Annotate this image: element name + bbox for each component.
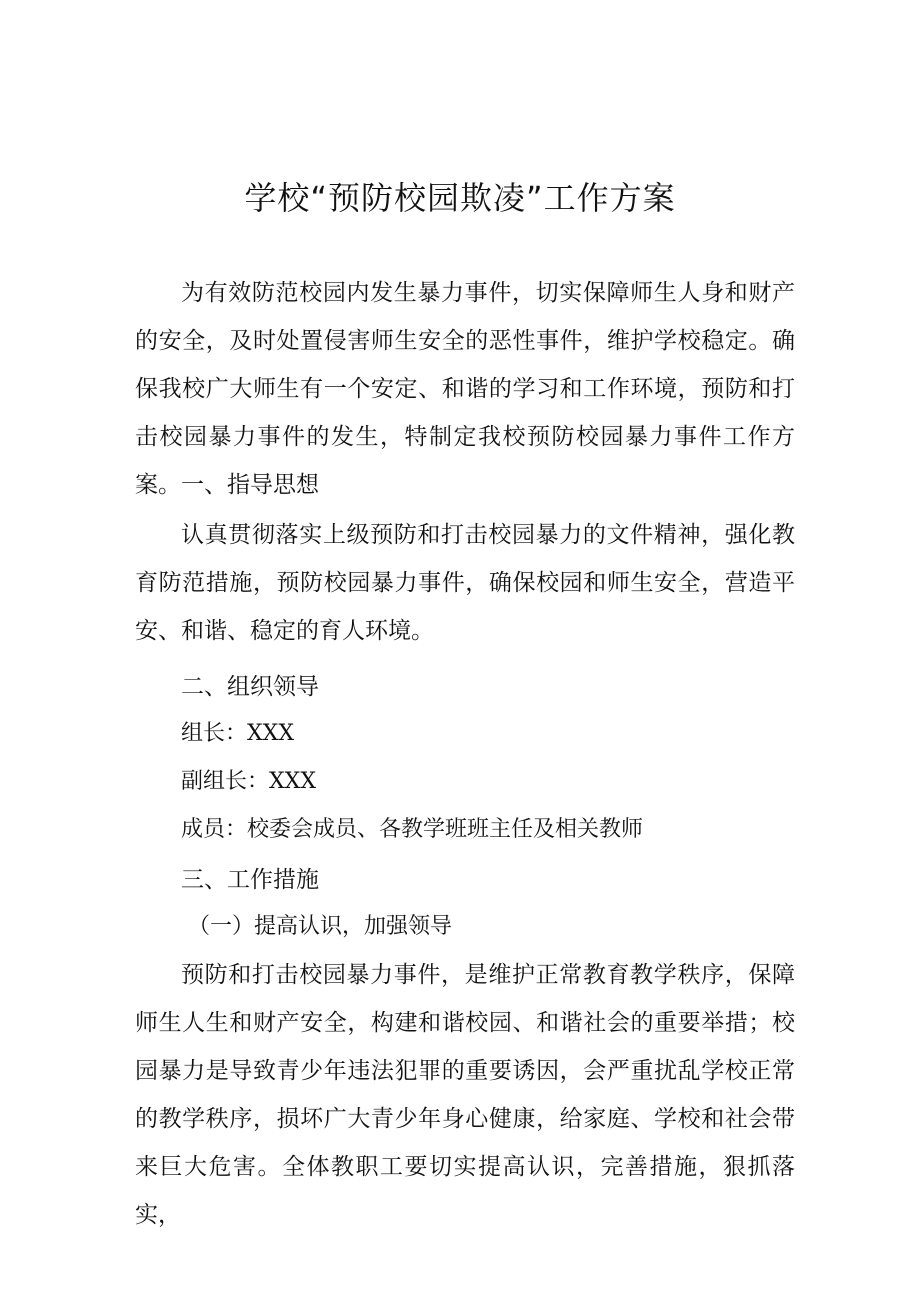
intro-paragraph: 为有效防范校园内发生暴力事件，切实保障师生人身和财产的安全，及时处置侵害师生安全的恶性事件，维护学校稳定。确保我校广大师生有一个安定、和谐的学习和工作环境，预防和打击校园暴力事件的发生，特制定我校预防校园暴力事件工作方案。	[135, 280, 795, 498]
deputy-leader-line: 副组长：XXX	[181, 769, 316, 794]
sub-heading-raise-awareness: （一）提高认识，加强领导	[188, 914, 453, 939]
section-heading-guiding-thought: 一、指导思想	[181, 472, 319, 498]
section-heading-organization: 二、组织领导	[181, 674, 319, 700]
leader-line: 组长：XXX	[181, 721, 294, 746]
members-line: 成员：校委会成员、各教学班班主任及相关教师	[181, 817, 644, 842]
guiding-thought-paragraph: 认真贯彻落实上级预防和打击校园暴力的文件精神，强化教育防范措施，预防校园暴力事件，确保校园和师生安全，营造平安、和谐、稳定的育人环境。	[135, 522, 795, 644]
section-heading-measures: 三、工作措施	[181, 867, 319, 893]
document-title: 学校“预防校园欺凌”工作方案	[244, 179, 676, 217]
measures-paragraph: 预防和打击校园暴力事件，是维护正常教育教学秩序，保障师生人生和财产安全，构建和谐校园、和谐社会的重要举措；校园暴力是导致青少年违法犯罪的重要诱因，会严重扰乱学校正常的教学秩序，损坏广大青少年身心健康，给家庭、学校和社会带来巨大危害。全体教职工要切实提高认识，完善措施，狠抓落实，	[135, 962, 795, 1228]
